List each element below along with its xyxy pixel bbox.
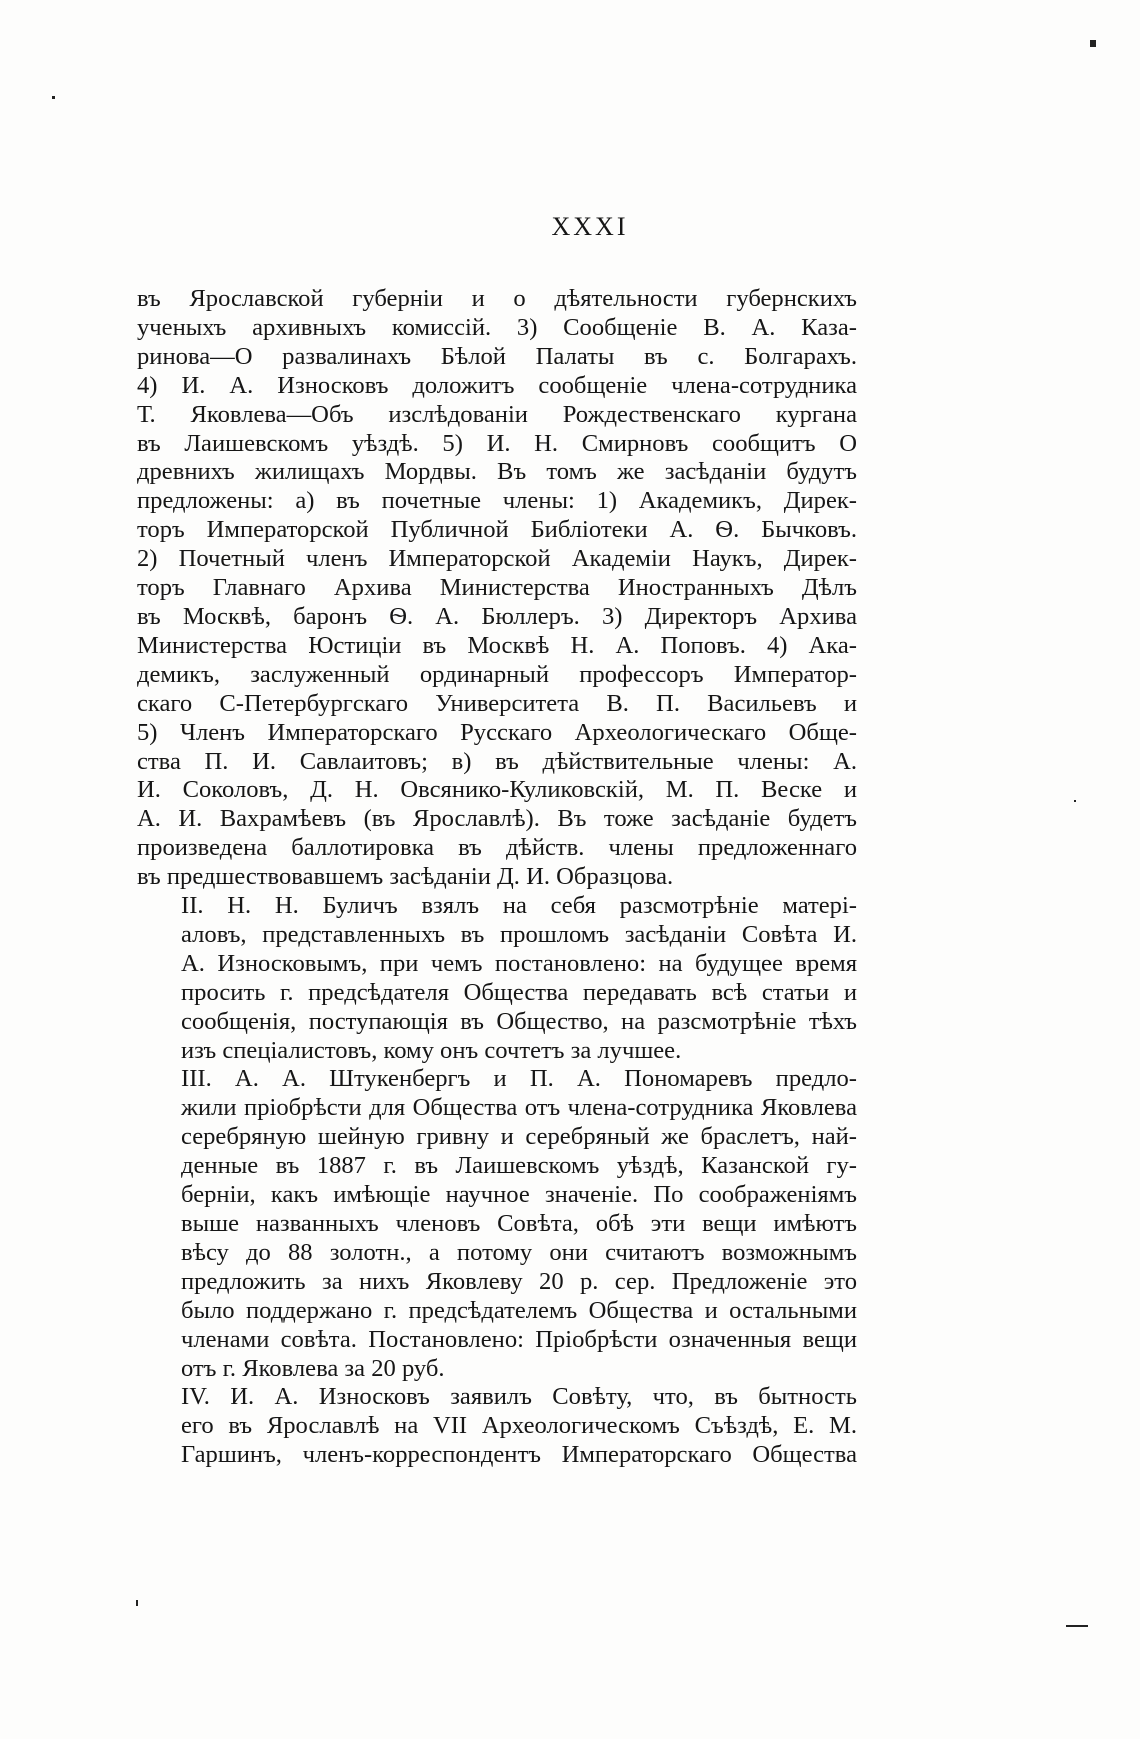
scan-speck (1090, 40, 1096, 47)
text-line: жили пріобрѣсти для Общества отъ члена-сотрудника Яковлева (181, 1094, 857, 1122)
scan-speck (1074, 800, 1076, 802)
text-line: сообщенія, поступающія въ Общество, на разсмотрѣніе тѣхъ (181, 1007, 857, 1035)
text-line: предложены: а) въ почетные члены: 1) Академикъ, Дирек- (137, 487, 857, 515)
paragraph-3 (137, 1065, 857, 1383)
paragraph-1 (137, 285, 857, 892)
text-line: скаго С-Петербургскаго Университета В. П. Васильевъ и (137, 689, 857, 717)
text-line: просить г. предсѣдателя Общества передавать всѣ статьи и (181, 978, 857, 1006)
text-line: 2) Почетный членъ Императорской Академіи Наукъ, Дирек- (137, 545, 857, 573)
text-line: выше названныхъ членовъ Совѣта, обѣ эти вещи имѣютъ (181, 1210, 857, 1237)
text-line: торъ Главнаго Архива Министерства Иностранныхъ Дѣлъ (137, 574, 857, 602)
scan-speck (136, 1600, 138, 1606)
text-line: въ Москвѣ, баронъ Ѳ. А. Бюллеръ. 3) Директоръ Архива (137, 602, 857, 630)
text-line: И. Соколовъ, Д. Н. Овсянико-Куликовскій, М. П. Веске и (137, 776, 857, 804)
text-line: вѣсу до 88 золотн., а потому они считаютъ возможнымъ (181, 1238, 857, 1266)
text-line: Министерства Юстиціи въ Москвѣ Н. А. Поповъ. 4) Ака- (137, 631, 857, 659)
text-line: аловъ, представленныхъ въ прошломъ засѣданіи Совѣта И. (181, 920, 857, 948)
text-line: ринова—О развалинахъ Бѣлой Палаты въ с. Болгарахъ. (137, 342, 857, 370)
text-line: 5) Членъ Императорскаго Русскаго Археологическаго Обще- (137, 718, 857, 746)
paragraph-2 (137, 892, 857, 1065)
scan-speck (52, 96, 55, 99)
paragraph-4 (137, 1383, 857, 1470)
text-line: въ предшествовавшемъ засѣданіи Д. И. Образцова. (137, 863, 674, 891)
text-line: въ Лаишевскомъ уѣздѣ. 5) И. Н. Смирновъ сообщитъ О (137, 429, 857, 457)
text-line: ученыхъ архивныхъ комиссій. 3) Сообщеніе В. А. Каза- (137, 313, 857, 341)
text-line: демикъ, заслуженный ординарный профессоръ Император- (137, 660, 857, 688)
text-line: А. И. Вахрамѣевъ (въ Ярославлѣ). Въ тоже засѣданіе будетъ (137, 805, 857, 833)
text-line: II. Н. Н. Буличъ взялъ на себя разсмотрѣніе матерi- (181, 892, 857, 920)
text-line: изъ спеціалистовъ, кому онъ сочтетъ за лучшее. (181, 1036, 682, 1064)
text-line: произведена баллотировка въ дѣйств. члены предложеннаго (137, 834, 857, 862)
text-line: членами совѣта. Постановлено: Пріобрѣсти означенныя вещи (181, 1325, 857, 1353)
text-line: торъ Императорской Публичной Библіотеки А. Ѳ. Бычковъ. (137, 516, 857, 544)
text-line: въ Ярославской губерніи и о дѣятельности губернскихъ (137, 285, 857, 312)
text-line: Гаршинъ, членъ-корреспондентъ Императорскаго Общества (181, 1441, 857, 1469)
text-line: А. Износковымъ, при чемъ постановлено: на будущее время (181, 949, 857, 977)
text-line: отъ г. Яковлева за 20 руб. (181, 1354, 445, 1382)
text-line: III. А. А. Штукенбергъ и П. А. Пономаревъ предло- (181, 1065, 857, 1093)
page-number: XXXI (551, 212, 629, 241)
text-line: денные въ 1887 г. въ Лаишевскомъ уѣздѣ, Казанской гу- (181, 1152, 857, 1180)
text-line: предложить за нихъ Яковлеву 20 р. сер. Предложеніе это (181, 1267, 857, 1295)
text-line: было поддержано г. предсѣдателемъ Общества и остальными (181, 1296, 857, 1324)
text-line: 4) И. А. Износковъ доложитъ сообщеніе члена-сотрудника (137, 371, 857, 399)
text-line: древнихъ жилищахъ Мордвы. Въ томъ же засѣданіи будутъ (137, 458, 857, 486)
text-line: его въ Ярославлѣ на VII Археологическомъ Съѣздѣ, Е. М. (181, 1412, 857, 1440)
scan-speck (1066, 1625, 1088, 1627)
text-line: серебряную шейную гривну и серебряный же браслетъ, най- (181, 1123, 857, 1151)
text-line: берніи, какъ имѣющіе научное значеніе. По соображеніямъ (181, 1181, 857, 1209)
text-line: Т. Яковлева—Объ изслѣдованіи Рождественскаго кургана (137, 400, 857, 428)
text-line: IV. И. А. Износковъ заявилъ Совѣту, что, въ бытность (181, 1383, 857, 1411)
text-line: ства П. И. Савлаитовъ; в) въ дѣйствительные члены: А. (137, 747, 857, 775)
page-body-text (137, 285, 857, 1470)
